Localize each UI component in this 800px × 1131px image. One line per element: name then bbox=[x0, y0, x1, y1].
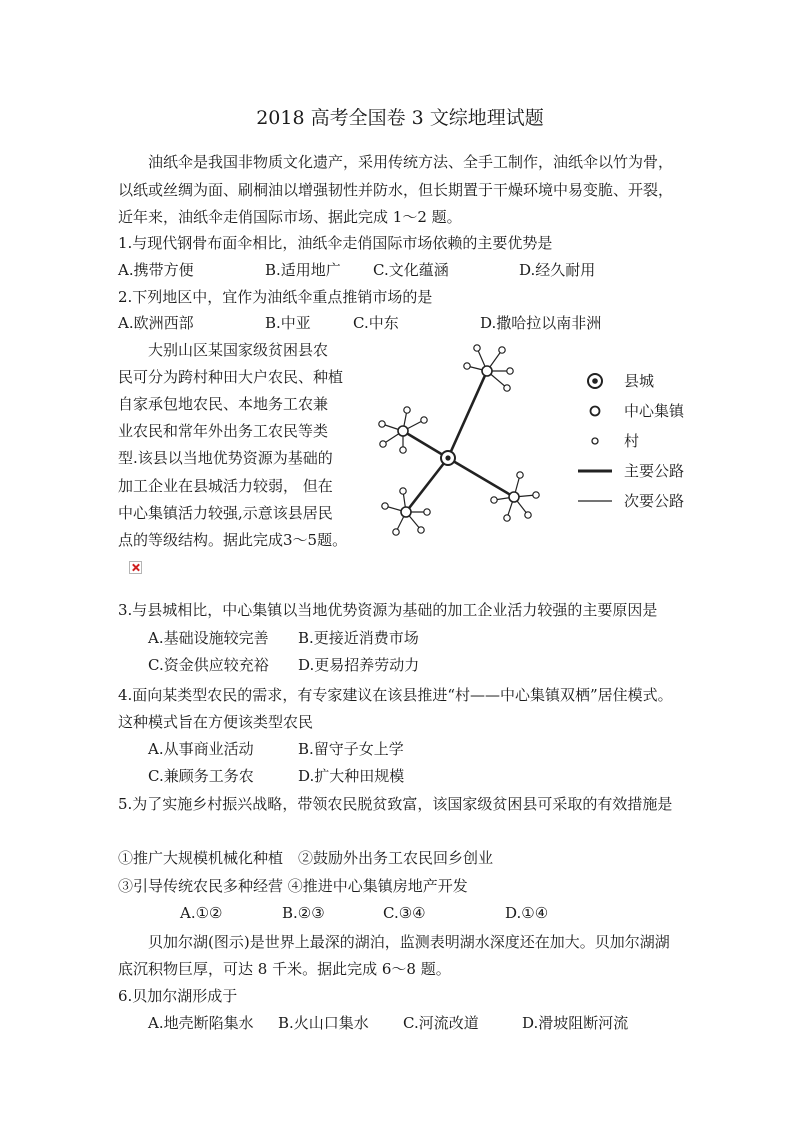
passage2-line-7: 中心集镇活力较强,示意该县居民 bbox=[118, 504, 333, 522]
q4-stem-line-1: 4.面向某类型农民的需求，有专家建议在该县推进“村——中心集镇双栖”居住模式。 bbox=[118, 686, 673, 704]
settlement-network-diagram bbox=[370, 340, 570, 555]
q6-option-a: A.地壳断陷集水 bbox=[148, 1014, 254, 1032]
q3-option-c: C.资金供应较充裕 bbox=[148, 656, 269, 674]
q3-option-b: B.更接近消费市场 bbox=[298, 629, 419, 647]
passage3-line-2: 底沉积物巨厚，可达 8 千米。据此完成 6～8 题。 bbox=[118, 960, 451, 978]
q4-option-c: C.兼顾务工务农 bbox=[148, 767, 254, 785]
passage2-line-5: 型.该县以当地优势资源为基础的 bbox=[118, 449, 333, 467]
q5-option-a: A.①② bbox=[180, 904, 223, 922]
q2-option-b: B.中亚 bbox=[265, 314, 311, 332]
q4-option-a: A.从事商业活动 bbox=[148, 740, 254, 758]
main-road-se bbox=[448, 458, 514, 497]
passage2-line-1: 大别山区某国家级贫困县农 bbox=[148, 341, 329, 359]
q1-option-b: B.适用地广 bbox=[265, 261, 341, 279]
legend-town-label: 中心集镇 bbox=[624, 402, 685, 420]
passage2-line-4: 业农民和常年外出务工农民等类 bbox=[118, 422, 329, 440]
broken-image-icon bbox=[129, 561, 142, 574]
q6-option-c: C.河流改道 bbox=[403, 1014, 479, 1032]
q5-option-c: C.③④ bbox=[383, 904, 426, 922]
page-title: 2018 高考全国卷 3 文综地理试题 bbox=[256, 107, 544, 129]
intro-line-1: 油纸伞是我国非物质文化遗产，采用传统方法、全手工制作，油纸伞以竹为骨， bbox=[148, 153, 674, 171]
q5-items-line-1: ①推广大规模机械化种植 ②鼓励外出务工农民回乡创业 bbox=[118, 849, 494, 867]
minor-road-icon bbox=[578, 498, 612, 504]
main-road-sw bbox=[406, 458, 448, 512]
passage2-line-6: 加工企业在县城活力较弱， 但在 bbox=[118, 477, 333, 495]
legend-village bbox=[578, 430, 639, 451]
passage2-line-8: 点的等级结构。据此完成3～5题。 bbox=[118, 531, 348, 549]
q1-option-d: D.经久耐用 bbox=[519, 261, 596, 279]
legend-minor-road-label: 次要公路 bbox=[624, 492, 685, 510]
central-town-icon bbox=[578, 404, 612, 418]
q1-stem: 1.与现代钢骨布面伞相比，油纸伞走俏国际市场依赖的主要优势是 bbox=[118, 234, 553, 252]
q2-option-a: A.欧洲西部 bbox=[118, 314, 194, 332]
q4-option-d: D.扩大种田规模 bbox=[298, 767, 405, 785]
q3-option-a: A.基础设施较完善 bbox=[148, 629, 269, 647]
q5-option-d: D.①④ bbox=[505, 904, 549, 922]
intro-line-2: 以纸或丝绸为面、刷桐油以增强韧性并防水，但长期置于干燥环境中易变脆、开裂， bbox=[118, 181, 674, 199]
intro-line-3: 近年来，油纸伞走俏国际市场、据此完成 1～2 题。 bbox=[118, 208, 462, 226]
passage3-line-1: 贝加尔湖(图示)是世界上最深的湖泊，监测表明湖水深度还在加大。贝加尔湖湖 bbox=[148, 933, 670, 951]
q6-option-b: B.火山口集水 bbox=[278, 1014, 369, 1032]
legend-town bbox=[578, 400, 684, 421]
q6-stem: 6.贝加尔湖形成于 bbox=[118, 987, 238, 1005]
q1-option-c: C.文化蕴涵 bbox=[373, 261, 449, 279]
q6-option-d: D.滑坡阻断河流 bbox=[522, 1014, 629, 1032]
q5-option-b: B.②③ bbox=[282, 904, 325, 922]
q3-stem: 3.与县城相比，中心集镇以当地优势资源为基础的加工企业活力较强的主要原因是 bbox=[118, 601, 658, 619]
q2-option-c: C.中东 bbox=[353, 314, 399, 332]
q4-option-b: B.留守子女上学 bbox=[298, 740, 404, 758]
county-seat-icon bbox=[578, 372, 612, 390]
legend-main-road-label: 主要公路 bbox=[624, 462, 685, 480]
village-icon bbox=[578, 436, 612, 446]
main-road-n bbox=[448, 371, 487, 458]
legend-county bbox=[578, 370, 654, 391]
legend-main-road bbox=[578, 460, 684, 481]
q5-stem: 5.为了实施乡村振兴战略，带领农民脱贫致富，该国家级贫困县可采取的有效措施是 bbox=[118, 795, 673, 813]
passage2-line-2: 民可分为跨村种田大户农民、种植 bbox=[118, 368, 344, 386]
q2-stem: 2.下列地区中，宜作为油纸伞重点推销市场的是 bbox=[118, 288, 433, 306]
legend-village-label: 村 bbox=[624, 432, 640, 450]
q1-option-a: A.携带方便 bbox=[118, 261, 194, 279]
passage2-line-3: 自家承包地农民、本地务工农兼 bbox=[118, 395, 329, 413]
main-road-icon bbox=[578, 468, 612, 474]
q2-option-d: D.撒哈拉以南非洲 bbox=[480, 314, 602, 332]
q3-option-d: D.更易招养劳动力 bbox=[298, 656, 420, 674]
q5-items-line-2: ③引导传统农民多种经营 ④推进中心集镇房地产开发 bbox=[118, 877, 468, 895]
q4-stem-line-2: 这种模式旨在方便该类型农民 bbox=[118, 713, 314, 731]
legend-county-label: 县城 bbox=[624, 372, 655, 390]
legend-minor-road bbox=[578, 490, 684, 511]
